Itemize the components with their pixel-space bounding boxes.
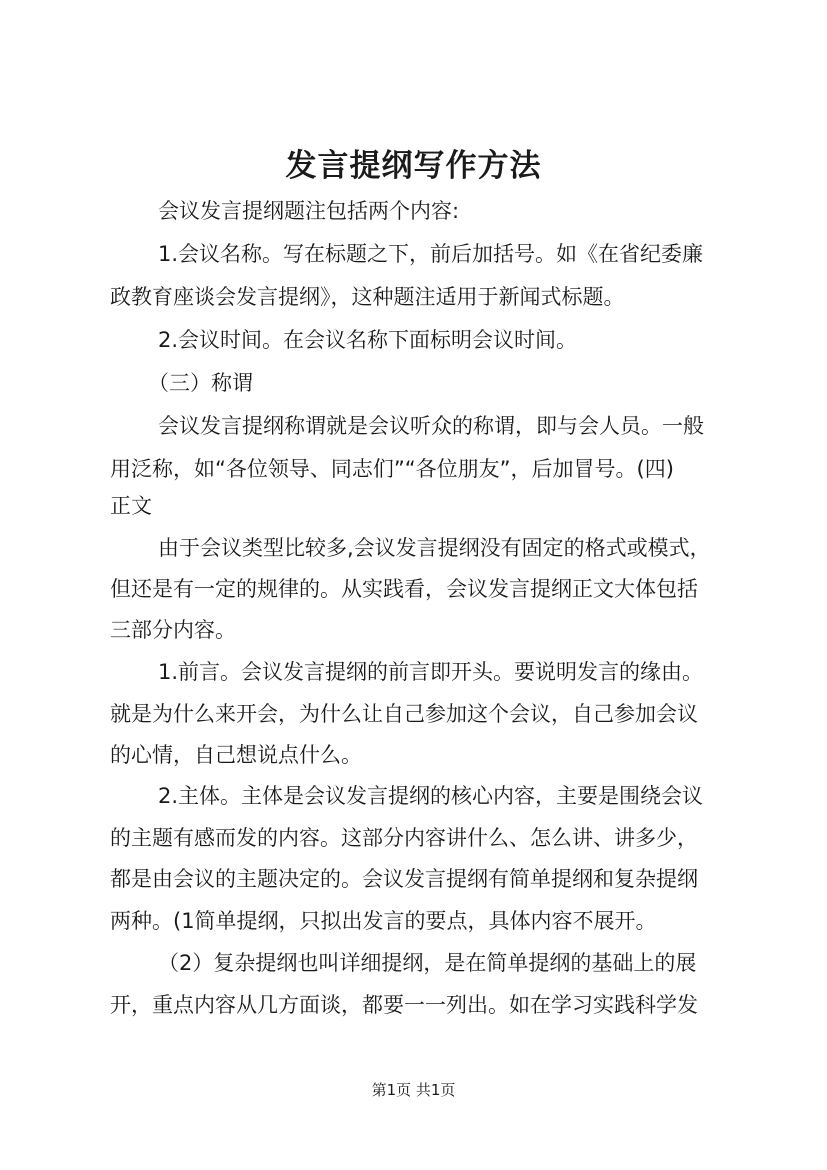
text-line: 都是由会议的主题决定的。会议发言提纲有简单提纲和复杂提纲: [110, 867, 698, 891]
text-line: 会议发言提纲称谓就是会议听众的称谓，即与会人员。一般: [158, 414, 704, 438]
text-line: 但还是有一定的规律的。从实践看，会议发言提纲正文大体包括: [110, 577, 698, 601]
text-line: 2.会议时间。在会议名称下面标明会议时间。: [158, 328, 578, 352]
text-line: 1.前言。会议发言提纲的前言即开头。要说明发言的缘由。: [158, 660, 704, 684]
page-number-footer: 第1页 共1页: [371, 1081, 456, 1099]
document-title: 发言提纲写作方法: [285, 148, 542, 184]
section-heading: （三）称谓: [148, 371, 253, 395]
text-line: 政教育座谈会发言提纲》，这种题注适用于新闻式标题。: [110, 285, 625, 309]
text-line: 由于会议类型比较多,会议发言提纲没有固定的格式或模式，: [158, 536, 711, 560]
text-line: 2.主体。主体是会议发言提纲的核心内容，主要是围绕会议: [158, 784, 704, 808]
text-line: （2）复杂提纲也叫详细提纲，是在简单提纲的基础上的展: [158, 951, 697, 975]
text-line: 用泛称，如“各位领导、同志们”“各位朋友”，后加冒号。(四): [110, 457, 674, 481]
text-line: 三部分内容。: [110, 618, 236, 642]
text-line: 就是为什么来开会，为什么让自己参加这个会议，自己参加会议: [110, 702, 698, 726]
text-line: 开，重点内容从几方面谈，都要一一列出。如在学习实践科学发: [110, 993, 698, 1017]
text-line: 正文: [110, 494, 152, 518]
text-line: 的主题有感而发的内容。这部分内容讲什么、怎么讲、讲多少，: [110, 826, 698, 850]
text-line: 的心情，自己想说点什么。: [110, 743, 362, 767]
text-line: 两种。(1简单提纲，只拟出发言的要点，具体内容不展开。: [110, 909, 657, 933]
text-line: 会议发言提纲题注包括两个内容:: [158, 199, 460, 223]
text-line: 1.会议名称。写在标题之下，前后加括号。如《在省纪委廉: [158, 242, 704, 266]
